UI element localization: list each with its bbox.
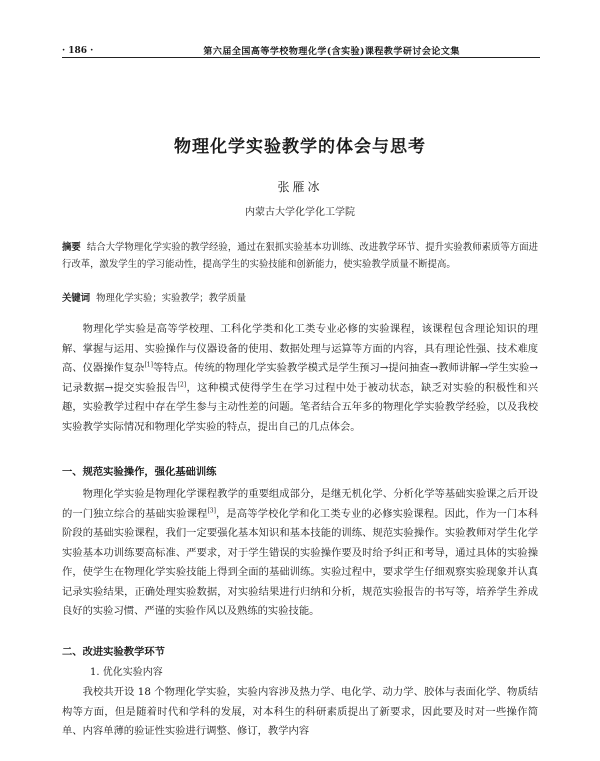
page-number: · 186 · [62,45,94,56]
citation-3: [3] [207,507,216,515]
section-1-text-2: ，是高等学校化学和化工类专业的必修实验课程。因此，作为一门本科阶段的基础实验课程，我们一定要强化基本知识和基本技能的训练、规范实验操作。实验教师对学生化学实验基本功训练要高标准、严要求，对于学生错误的实验操作要及时给予纠正和考导，通过具体的实验操作，使学生在物理化学实验技能上得到全面的基础训练。实验过程中，要求学生仔细观察实验现象并认真记录实验结果，正确处理实验数据，对实验结果进行归纳和分析，规范实验报告的书写等，培养学生养成良好的实验习惯、严谨的实验作风以及熟练的实验技能。 [62,507,539,617]
intro-text-1: 物理化学实验是高等学校理、工科化学类和化工类专业必修的实验课程，该课程包含理论知识的理解、掌握与运用、实验操作与仪器设备的使用、数据处理与运算等方面的内容，具有理论性强、技术难度高、仪器操作复杂 [62,323,538,374]
abstract [62,240,538,273]
citation-1: [1] [144,361,153,369]
abstract-label: 摘要 [62,242,81,253]
section-1-text-1: 物理化学实验是物理化学课程教学的重要组成部分，是继无机化学、分析化学等基础实验课之后开设的一门独立综合的基础实验课程 [62,488,538,520]
intro-paragraph [62,320,538,437]
intro-text-2: 等特点。传统的物理化学实验教学模式是学生预习→提问抽查→教师讲解→学生实验→记录数据→提交实验报告 [62,362,538,394]
article-title: 物理化学实验教学的体会与思考 [174,137,426,157]
keywords [62,291,538,307]
keywords-label: 关键词 [62,293,91,304]
intro-text-3: ，这种模式使得学生在学习过程中处于被动状态，缺乏对实验的积极性和兴趣，实验教学过程中存在学生参与主动性差的问题。笔者结合五年多的物理化学实验教学经验，以及我校实验教学实际情况和物理化学实验的特点，提出自己的几点体会。 [62,381,538,433]
section-2-heading: 二、改进实验教学环节 [62,646,165,658]
subsection-heading: 1. 优化实验内容 [90,667,163,678]
author-name: 张雁冰 [277,180,323,194]
citation-2: [2] [177,381,187,389]
author-affiliation: 内蒙古大学化学化工学院 [245,207,355,218]
journal-title: 第六届全国高等学校物理化学(含实验)课程教学研讨会论文集 [203,47,460,57]
running-header [62,44,540,57]
section-1-paragraph [62,485,538,622]
keywords-text: 物理化学实验；实验教学；教学质量 [96,293,247,304]
header-rule [62,57,540,58]
abstract-text: 结合大学物理化学实验的教学经验，通过在狠抓实验基本功训练、改进教学环节、提升实验教师素质等方面进行改革，激发学生的学习能动性，提高学生的实验技能和创新能力，使实验教学质量不断提高。 [62,242,538,270]
section-2-paragraph: 我校共开设 18 个物理化学实验，实验内容涉及热力学、电化学、动力学、胶体与表面化学、物质结构等方面，但是随着时代和学科的发展，对本科生的科研素质提出了新要求，因此要及时对一些操作简单、内容单薄的验证性实验进行调整、修订，教学内容 [62,686,538,737]
section-1-heading: 一、规范实验操作，强化基础训练 [62,466,217,478]
